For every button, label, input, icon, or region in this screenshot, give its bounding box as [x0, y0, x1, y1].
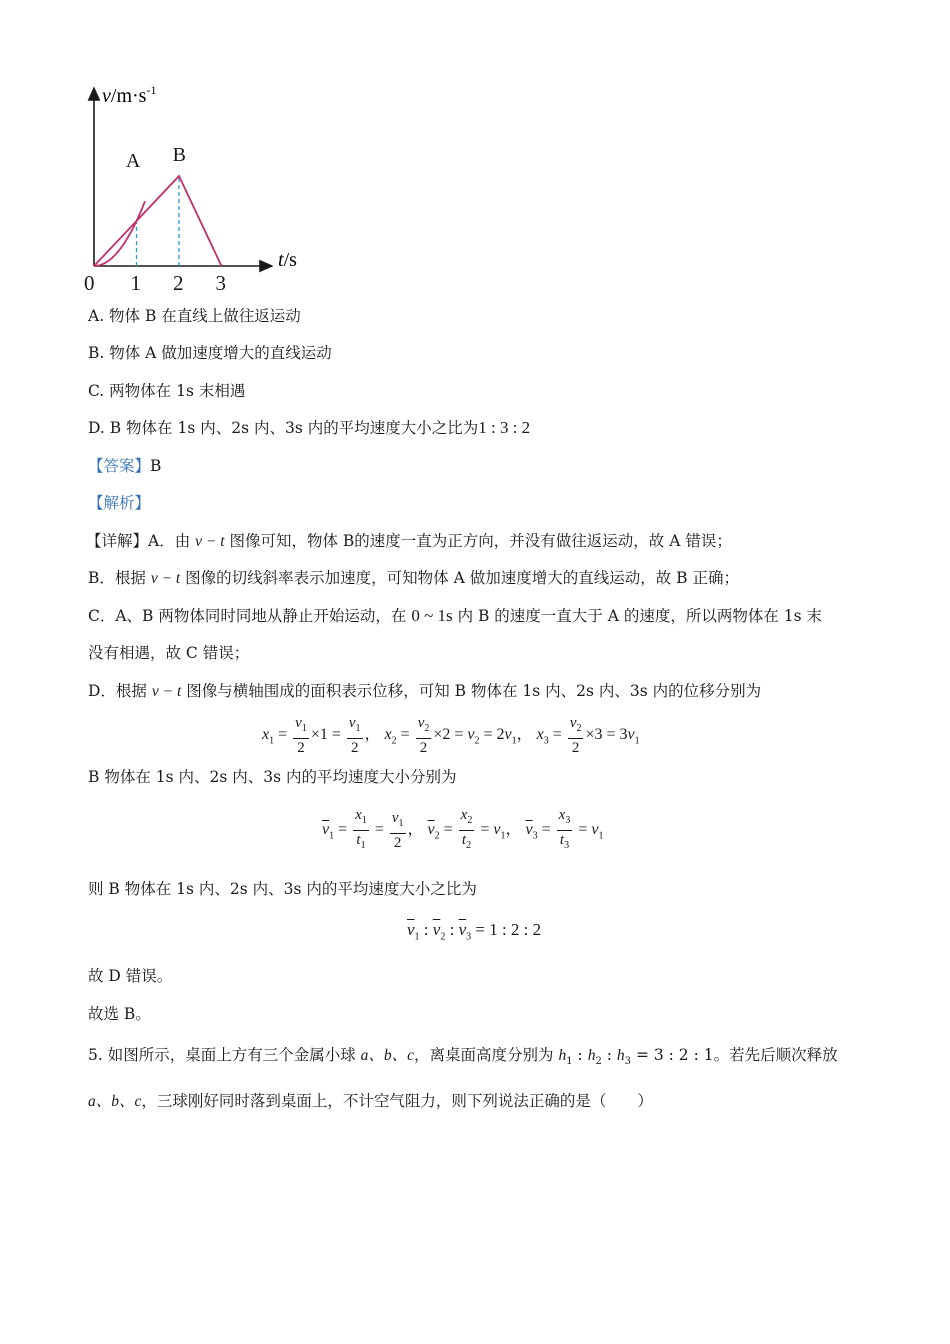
option-a: A. 物体 B 在直线上做往返运动	[88, 307, 301, 325]
option-c: C. 两物体在 1s 末相遇	[88, 382, 246, 400]
detail-d: D．根据 v − t 图像与横轴围成的面积表示位移，可知 B 物体在 1s 内、2s 内、3s 内的位移分别为	[88, 682, 762, 700]
detail-c-cont: 没有相遇，故 C 错误；	[88, 644, 250, 662]
vt-chart	[72, 78, 312, 293]
x-tick-label-3: 3	[215, 271, 226, 293]
ratio-text: 则 B 物体在 1s 内、2s 内、3s 内的平均速度大小之比为	[88, 880, 477, 898]
series-b-label: B	[172, 144, 186, 166]
ratio-equation: $\overline{v}_1$ : $\overline{v}_2$ : $\overline{v}_3 = 1$ : 2 : 2	[407, 920, 542, 943]
x-tick-label-2: 2	[173, 271, 184, 293]
displacement-equations: $x_1$ = $\frac{v_1}{2}$ ×1 = $\frac{v_1}{2}$ ， $x_2$ = $\frac{v_2}{2}$ $\times 2 = v_2 = 2v_1$， $x_3$ = $\frac{v_2}{2}$ $\times 3 = 3v_1$	[262, 715, 640, 756]
question-5-line1: 5. 如图所示，桌面上方有三个金属小球 a、b、c，离桌面高度分别为 $h_1$ : $h_2$ : $h_3 = 3$ : 2 : 1。若先后顺次释放	[88, 1046, 838, 1068]
detail-a: 【详解】A．由 v − t 图像可知，物体 B的速度一直为正方向，并没有做往返运动，故 A 错误；	[86, 532, 732, 550]
question-5-line2: a、b、c，三球刚好同时落到桌面上，不计空气阻力，则下列说法正确的是（ ）	[88, 1092, 653, 1110]
x-tick-label-0: 0	[84, 271, 95, 293]
conclusion-choice: 故选 B。	[88, 1005, 151, 1023]
avg-velocity-text: B 物体在 1s 内、2s 内、3s 内的平均速度大小分别为	[88, 768, 457, 786]
detail-b: B．根据 v − t 图像的切线斜率表示加速度，可知物体 A 做加速度增大的直线运动，故 B 正确；	[88, 569, 739, 587]
option-b: B. 物体 A 做加速度增大的直线运动	[88, 344, 332, 362]
option-d: D. B 物体在 1s 内、2s 内、3s 内的平均速度大小之比为1 : 3 : 2	[88, 418, 531, 437]
series-a-curve	[94, 201, 145, 266]
answer-line: 【答案】B	[88, 457, 162, 475]
series-b-line	[94, 176, 222, 266]
x-axis-label: t/s	[278, 249, 297, 271]
analysis-heading: 【解析】	[88, 494, 151, 512]
detail-c: C．A、B 两物体同时同地从静止开始运动，在 0 ~ 1s 内 B 的速度一直大于 A 的速度，所以两物体在 1s 末	[88, 606, 823, 625]
y-axis-label: $v/m\cdot s^{-1}$	[102, 83, 157, 107]
x-tick-label-1: 1	[130, 271, 141, 293]
series-a-label: A	[125, 150, 141, 172]
conclusion-d: 故 D 错误。	[88, 967, 173, 985]
avg-velocity-equations: $\overline{v}_1$ = $\frac{x_1}{t_1}$ = $\frac{v_1}{2}$ ， $\overline{v}_2$ = $\frac{x_2}{t_2}$ = $v_1$， $\overline{v}_3$ = $\frac{x_3}{t_3}$ = $v_1$	[322, 807, 604, 851]
